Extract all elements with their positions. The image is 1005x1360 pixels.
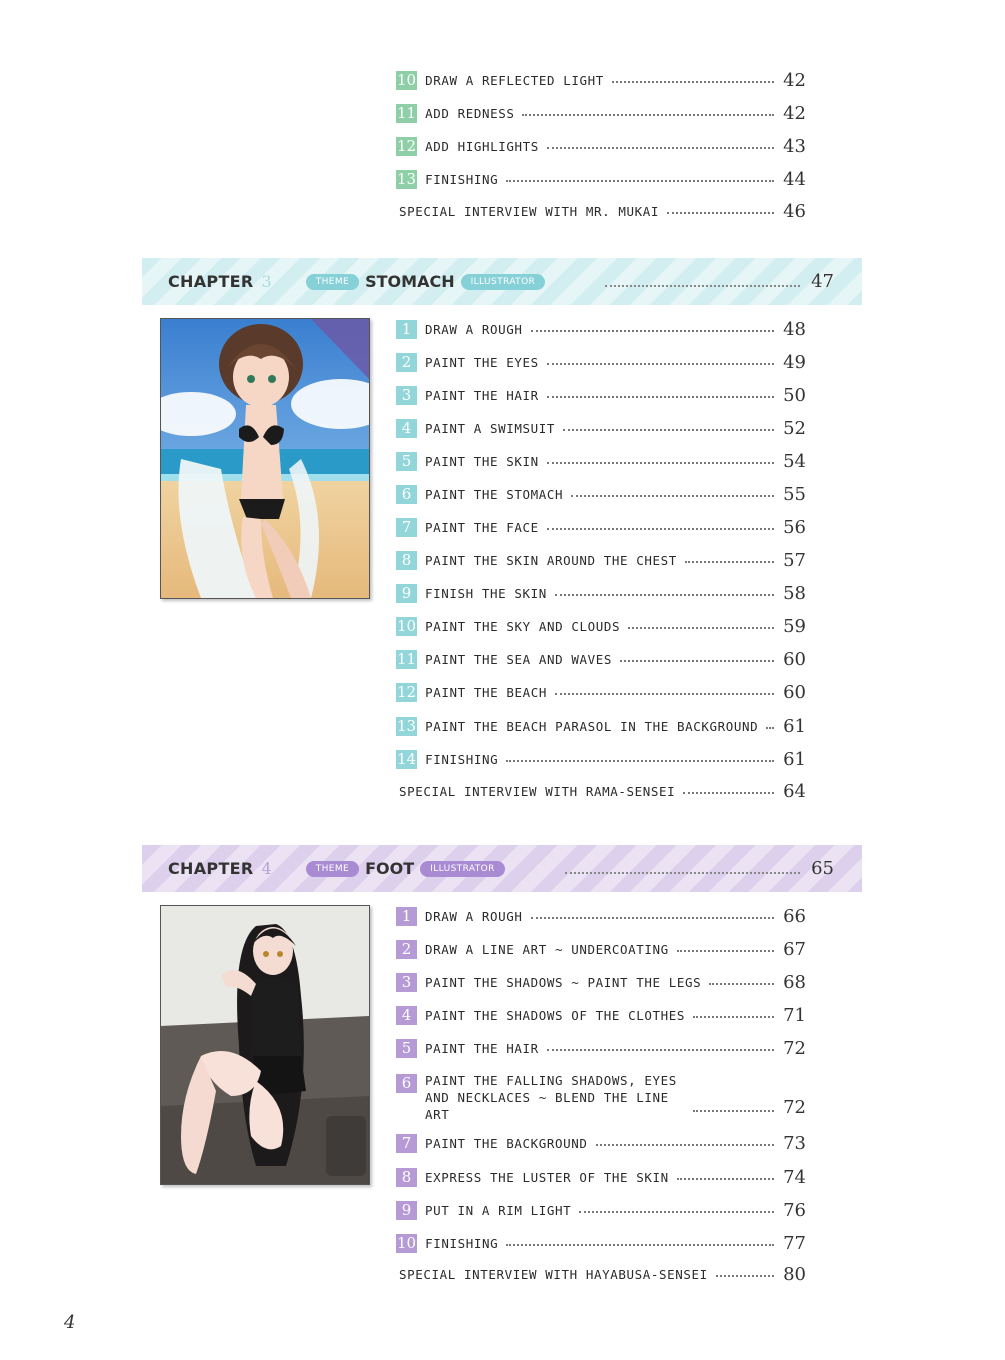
entry-title: ADD HIGHLIGHTS <box>425 138 539 154</box>
step-number: 9 <box>396 1201 417 1220</box>
toc-entry[interactable] <box>396 134 806 158</box>
entry-title: FINISHING <box>425 751 499 767</box>
toc-entry[interactable] <box>396 714 806 738</box>
dot-leader <box>766 727 774 729</box>
dot-leader <box>506 1244 774 1246</box>
chapter-3-illustration <box>160 318 370 599</box>
dot-leader <box>563 429 774 431</box>
dot-leader <box>677 1178 774 1180</box>
dot-leader <box>571 495 774 497</box>
entry-title: ADD REDNESS <box>425 105 515 121</box>
dot-leader <box>565 872 800 874</box>
page-number: 42 <box>783 102 806 124</box>
toc-entry[interactable] <box>396 614 806 638</box>
step-number: 5 <box>396 1039 417 1058</box>
dot-leader <box>628 627 774 629</box>
page-number: 57 <box>783 549 806 571</box>
entry-title: PAINT THE BACKGROUND <box>425 1135 588 1151</box>
chapter-label: CHAPTER <box>168 859 254 878</box>
chapter-theme: STOMACH <box>365 272 455 291</box>
page-number: 64 <box>783 780 806 802</box>
page-number: 55 <box>783 483 806 505</box>
dot-leader <box>547 1049 774 1051</box>
step-number: 1 <box>396 907 417 926</box>
illustrator-tag: ILLUSTRATOR <box>461 274 546 290</box>
dot-leader <box>693 1110 774 1112</box>
dot-leader <box>716 1275 774 1277</box>
entry-title: SPECIAL INTERVIEW WITH MR. MUKAI <box>399 203 660 219</box>
toc-entry[interactable] <box>396 747 806 771</box>
dot-leader <box>685 561 774 563</box>
toc-entry-interview[interactable] <box>396 779 806 803</box>
dot-leader <box>506 180 774 182</box>
toc-entry-interview[interactable] <box>396 1262 806 1286</box>
toc-entry[interactable] <box>396 1165 806 1189</box>
step-number: 5 <box>396 452 417 471</box>
entry-title: PAINT THE HAIR <box>425 387 539 403</box>
dot-leader <box>531 917 774 919</box>
step-number: 1 <box>396 320 417 339</box>
chapter-3-header[interactable] <box>142 258 862 305</box>
entry-title: DRAW A ROUGH <box>425 908 523 924</box>
toc-entry[interactable] <box>396 416 806 440</box>
step-number: 7 <box>396 518 417 537</box>
page-number: 44 <box>783 168 806 190</box>
step-number: 3 <box>396 973 417 992</box>
toc-entry[interactable] <box>396 317 806 341</box>
step-number: 7 <box>396 1134 417 1153</box>
toc-entry[interactable] <box>396 647 806 671</box>
page-number: 77 <box>783 1232 806 1254</box>
page-number: 76 <box>783 1199 806 1221</box>
chapter-label: CHAPTER <box>168 272 254 291</box>
entry-title: PAINT THE SEA AND WAVES <box>425 651 612 667</box>
step-number: 9 <box>396 584 417 603</box>
dot-leader <box>612 81 774 83</box>
toc-entry[interactable] <box>396 1003 806 1027</box>
toc-entry[interactable] <box>396 937 806 961</box>
dot-leader <box>683 792 774 794</box>
toc-entry[interactable] <box>396 68 806 92</box>
dot-leader <box>531 330 774 332</box>
entry-title: FINISHING <box>425 171 499 187</box>
page-number: 67 <box>783 938 806 960</box>
dot-leader <box>620 660 774 662</box>
chapter-page-number: 47 <box>811 271 834 292</box>
dot-leader <box>522 114 774 116</box>
toc-entry[interactable] <box>396 548 806 572</box>
entry-title: PAINT THE SKIN AROUND THE CHEST <box>425 552 677 568</box>
entry-title: FINISH THE SKIN <box>425 585 547 601</box>
dot-leader <box>547 396 774 398</box>
dot-leader <box>555 693 774 695</box>
page-number: 72 <box>783 1097 806 1118</box>
dot-leader <box>547 528 774 530</box>
step-number: 13 <box>397 169 417 188</box>
dot-leader <box>693 1016 774 1018</box>
toc-entry[interactable] <box>396 1231 806 1255</box>
toc-entry[interactable] <box>396 383 806 407</box>
page-number: 43 <box>783 135 806 157</box>
dot-leader <box>547 462 774 464</box>
chapter-4-illustration <box>160 905 370 1185</box>
chapter-4-header[interactable] <box>142 845 862 892</box>
page-number: 73 <box>783 1132 806 1154</box>
entry-title: PAINT THE BEACH PARASOL IN THE BACKGROUND <box>425 718 759 734</box>
page-folio: 4 <box>64 1312 76 1333</box>
page-number: 61 <box>783 715 806 737</box>
chapter-number: 4 <box>261 859 272 878</box>
page-number: 54 <box>783 450 806 472</box>
entry-title: SPECIAL INTERVIEW WITH RAMA-SENSEI <box>399 783 676 799</box>
dot-leader <box>667 212 774 214</box>
step-number: 12 <box>397 682 417 701</box>
toc-entry[interactable] <box>396 167 806 191</box>
page-number: 80 <box>783 1263 806 1285</box>
toc-entry[interactable] <box>396 970 806 994</box>
entry-title: PAINT THE SKIN <box>425 453 539 469</box>
entry-title: DRAW A REFLECTED LIGHT <box>425 72 604 88</box>
dot-leader <box>579 1211 774 1213</box>
step-number: 8 <box>396 1168 417 1187</box>
page-number: 50 <box>783 384 806 406</box>
step-number: 12 <box>397 136 417 155</box>
step-number: 14 <box>397 749 417 768</box>
step-number: 11 <box>397 649 417 668</box>
entry-title: PUT IN A RIM LIGHT <box>425 1202 572 1218</box>
entry-title: DRAW A ROUGH <box>425 321 523 337</box>
entry-title: PAINT THE SKY AND CLOUDS <box>425 618 621 634</box>
page-number: 49 <box>783 351 806 373</box>
step-number: 4 <box>396 1006 417 1025</box>
step-number: 8 <box>396 551 417 570</box>
entry-title: FINISHING <box>425 1235 499 1251</box>
step-number: 10 <box>397 1233 417 1252</box>
step-number: 13 <box>397 716 417 735</box>
page-number: 66 <box>783 905 806 927</box>
page-number: 74 <box>783 1166 806 1188</box>
chapter-page-number: 65 <box>811 858 834 879</box>
entry-title: EXPRESS THE LUSTER OF THE SKIN <box>425 1169 669 1185</box>
entry-title: PAINT THE SHADOWS ~ PAINT THE LEGS <box>425 974 702 990</box>
step-number: 4 <box>396 419 417 438</box>
page-number: 56 <box>783 516 806 538</box>
step-number: 2 <box>396 353 417 372</box>
entry-title: DRAW A LINE ART ~ UNDERCOATING <box>425 941 669 957</box>
toc-entry[interactable] <box>396 515 806 539</box>
toc-entry[interactable] <box>396 581 806 605</box>
page-number: 72 <box>783 1037 806 1059</box>
page-number: 60 <box>783 648 806 670</box>
entry-title: PAINT A SWIMSUIT <box>425 420 556 436</box>
toc-entry[interactable] <box>396 101 806 125</box>
theme-tag: THEME <box>306 861 359 877</box>
step-number: 10 <box>397 70 417 89</box>
toc-entry[interactable] <box>396 1131 806 1155</box>
dot-leader <box>596 1144 774 1146</box>
page-number: 58 <box>783 582 806 604</box>
entry-title: PAINT THE EYES <box>425 354 539 370</box>
dot-leader <box>709 983 774 985</box>
toc-entry[interactable] <box>396 680 806 704</box>
page-number: 60 <box>783 681 806 703</box>
step-number: 2 <box>396 940 417 959</box>
toc-entry[interactable] <box>396 1198 806 1222</box>
page-number: 42 <box>783 69 806 91</box>
page-number: 52 <box>783 417 806 439</box>
page-number: 46 <box>783 200 806 222</box>
step-number: 11 <box>397 103 417 122</box>
dot-leader <box>605 285 800 287</box>
page-number: 71 <box>783 1004 806 1026</box>
toc-entry[interactable] <box>396 1036 806 1060</box>
entry-title: PAINT THE BEACH <box>425 684 547 700</box>
toc-entry[interactable] <box>396 1072 806 1122</box>
entry-title: PAINT THE FACE <box>425 519 539 535</box>
dot-leader <box>547 147 774 149</box>
entry-title: PAINT THE HAIR <box>425 1040 539 1056</box>
step-number: 6 <box>396 485 417 504</box>
page-number: 61 <box>783 748 806 770</box>
entry-title: PAINT THE STOMACH <box>425 486 564 502</box>
entry-title: PAINT THE SHADOWS OF THE CLOTHES <box>425 1007 686 1023</box>
illustrator-tag: ILLUSTRATOR <box>420 861 505 877</box>
page-number: 68 <box>783 971 806 993</box>
dot-leader <box>547 363 774 365</box>
step-number: 6 <box>396 1074 417 1093</box>
toc-entry[interactable] <box>396 449 806 473</box>
dot-leader <box>555 594 774 596</box>
page-number: 59 <box>783 615 806 637</box>
toc-entry[interactable] <box>396 350 806 374</box>
chapter-theme: FOOT <box>365 859 415 878</box>
toc-entry[interactable] <box>396 904 806 928</box>
dot-leader <box>506 760 774 762</box>
toc-entry-interview[interactable] <box>396 199 806 223</box>
step-number: 3 <box>396 386 417 405</box>
dot-leader <box>677 950 774 952</box>
chapter-number: 3 <box>261 272 272 291</box>
step-number: 10 <box>397 616 417 635</box>
page-number: 48 <box>783 318 806 340</box>
theme-tag: THEME <box>306 274 359 290</box>
entry-title: PAINT THE FALLING SHADOWS, EYES AND NECKLACES ~ BLEND THE LINE ART <box>425 1073 677 1122</box>
toc-entry[interactable] <box>396 482 806 506</box>
entry-title: SPECIAL INTERVIEW WITH HAYABUSA-SENSEI <box>399 1266 708 1282</box>
